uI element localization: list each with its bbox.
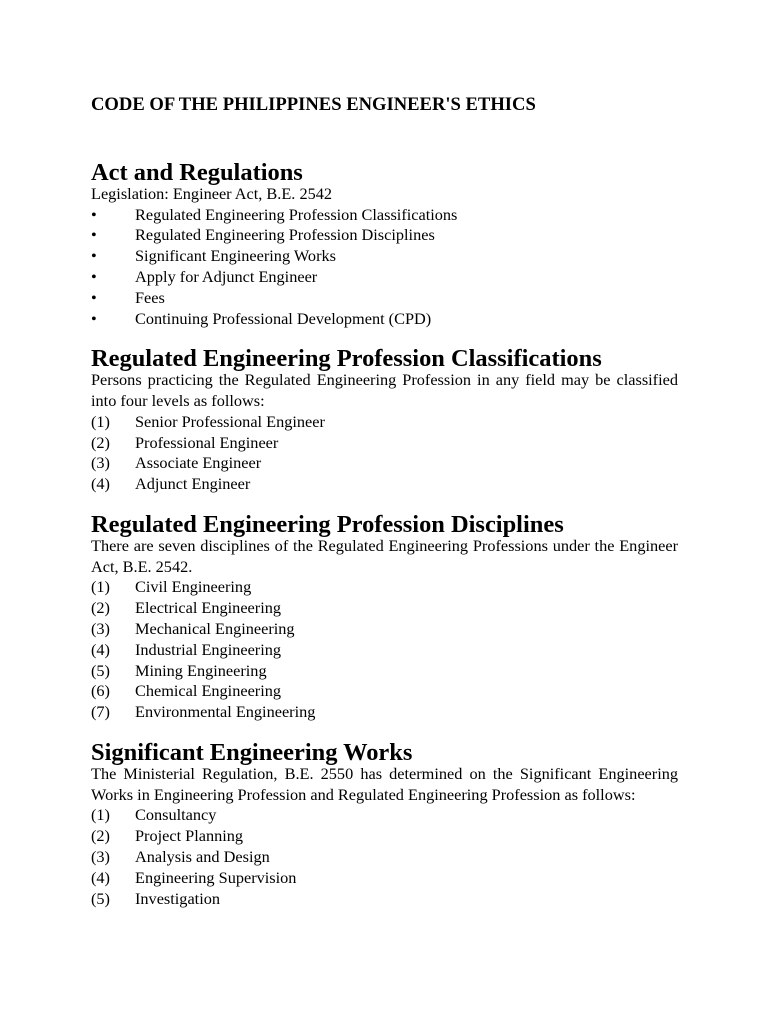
section-intro: There are seven disciplines of the Regulated Engineering Professions under the Engineer Act, B.E. 2542. (91, 535, 678, 576)
bullet-marker: • (91, 287, 97, 307)
list-number: (1) (91, 577, 110, 597)
list-item-text: Regulated Engineering Profession Disciplines (135, 225, 435, 245)
list-item-text: Electrical Engineering (135, 598, 282, 618)
numbered-list (91, 577, 678, 723)
list-number: (2) (91, 432, 110, 452)
list-item-text: Civil Engineering (135, 577, 252, 597)
list-item (91, 640, 678, 661)
list-item-text: Fees (135, 287, 165, 307)
list-number: (5) (91, 888, 110, 908)
list-item (91, 267, 678, 288)
list-item (91, 661, 678, 682)
list-number: (3) (91, 618, 110, 638)
list-item (91, 702, 678, 723)
list-item (91, 805, 678, 826)
list-item (91, 309, 678, 330)
list-number: (3) (91, 846, 110, 866)
list-item-text: Regulated Engineering Profession Classifications (135, 204, 458, 224)
list-number: (4) (91, 639, 110, 659)
list-item (91, 433, 678, 454)
legislation-line: Legislation: Engineer Act, B.E. 2542 (91, 183, 333, 203)
document-page (91, 93, 678, 929)
list-item-text: Industrial Engineering (135, 639, 282, 659)
section-intro: The Ministerial Regulation, B.E. 2550 has determined on the Significant Engineering Works in Engineering Profession and Regulated Engineering Profession as follows: (91, 763, 678, 804)
section-intro: Persons practicing the Regulated Engineering Profession in any field may be classified into four levels as follows: (91, 370, 678, 410)
section-heading: Act and Regulations (91, 159, 303, 186)
list-item-text: Investigation (135, 888, 221, 908)
list-item-text: Significant Engineering Works (135, 246, 336, 266)
bullet-marker: • (91, 308, 97, 328)
list-item-text: Consultancy (135, 805, 217, 825)
bullet-list (91, 205, 678, 330)
list-number: (7) (91, 702, 110, 722)
list-item (91, 474, 678, 495)
list-item-text: Chemical Engineering (135, 681, 282, 701)
bullet-marker: • (91, 246, 97, 266)
bullet-marker: • (91, 225, 97, 245)
section-heading: Significant Engineering Works (91, 738, 413, 766)
list-number: (2) (91, 826, 110, 846)
list-number: (2) (91, 598, 110, 618)
list-number: (3) (91, 453, 110, 473)
list-number: (4) (91, 474, 110, 494)
list-item-text: Environmental Engineering (135, 702, 316, 722)
document-title: CODE OF THE PHILIPPINES ENGINEER'S ETHICS (91, 94, 536, 115)
list-item-text: Engineering Supervision (135, 867, 297, 887)
list-item-text: Adjunct Engineer (135, 474, 251, 494)
section-significant-works (91, 738, 678, 909)
section-act-regulations (91, 159, 678, 329)
list-item (91, 225, 678, 246)
bullet-marker: • (91, 204, 97, 224)
section-disciplines (91, 510, 678, 723)
list-item (91, 246, 678, 267)
list-number: (5) (91, 660, 110, 680)
list-item (91, 868, 678, 889)
list-item (91, 889, 678, 910)
list-item (91, 577, 678, 598)
list-item (91, 598, 678, 619)
list-number: (4) (91, 867, 110, 887)
list-item (91, 847, 678, 868)
list-number: (1) (91, 805, 110, 825)
list-item-text: Senior Professional Engineer (135, 411, 325, 431)
list-item-text: Mechanical Engineering (135, 618, 295, 638)
list-item (91, 619, 678, 640)
list-item-text: Apply for Adjunct Engineer (135, 266, 318, 286)
numbered-list (91, 412, 678, 495)
list-number: (1) (91, 411, 110, 431)
list-item (91, 453, 678, 474)
list-item-text: Project Planning (135, 826, 244, 846)
section-classifications (91, 345, 678, 495)
list-item (91, 205, 678, 226)
list-number: (6) (91, 681, 110, 701)
list-item-text: Associate Engineer (135, 453, 262, 473)
list-item-text: Analysis and Design (135, 846, 270, 866)
section-heading: Regulated Engineering Profession Classifications (91, 345, 602, 373)
section-heading: Regulated Engineering Profession Disciplines (91, 510, 564, 538)
list-item (91, 412, 678, 433)
bullet-marker: • (91, 266, 97, 286)
list-item (91, 288, 678, 309)
numbered-list (91, 805, 678, 909)
list-item (91, 826, 678, 847)
list-item-text: Mining Engineering (135, 660, 267, 680)
list-item-text: Professional Engineer (135, 432, 279, 452)
list-item-text: Continuing Professional Development (CPD) (135, 308, 432, 328)
list-item (91, 681, 678, 702)
